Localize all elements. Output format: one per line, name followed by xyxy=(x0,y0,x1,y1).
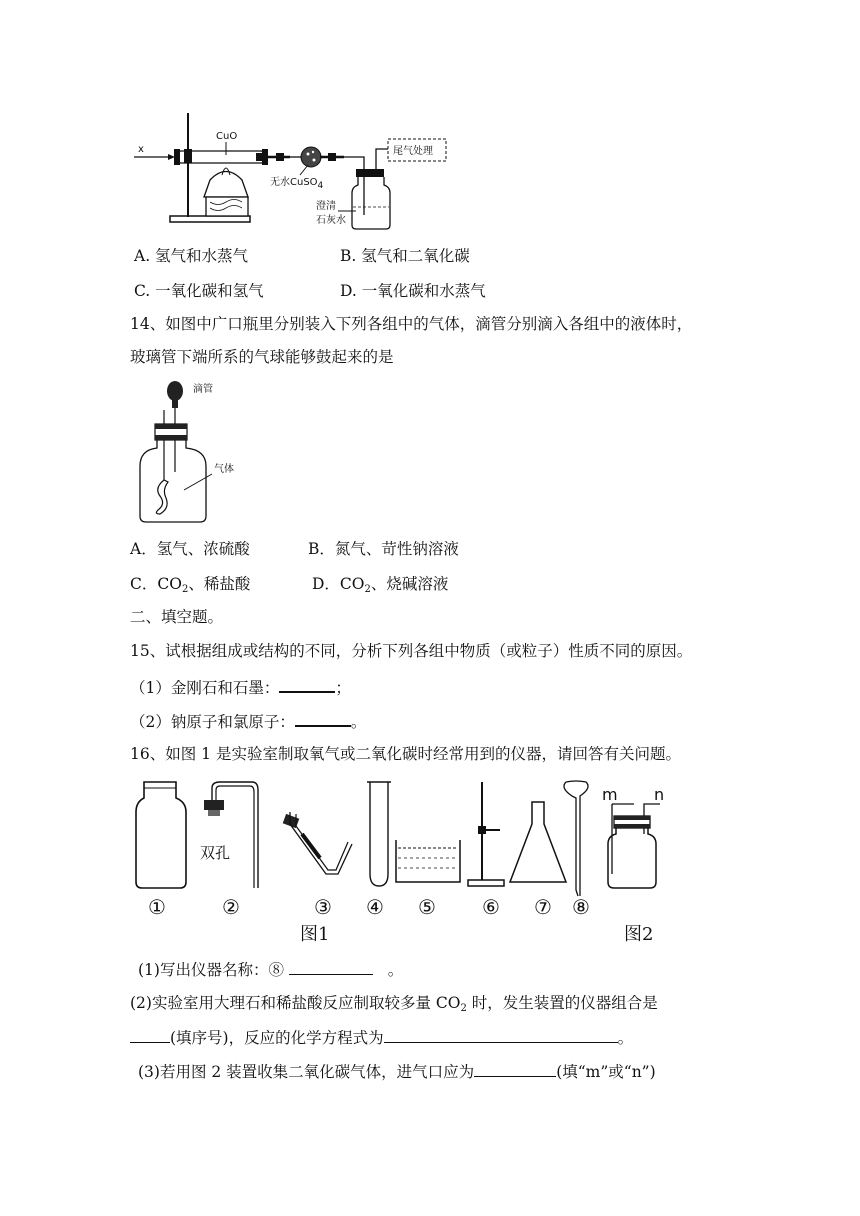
q14-bottle-diagram xyxy=(130,376,270,526)
q13-option-c: C. 一氧化碳和氢气 xyxy=(134,282,264,300)
q13-label-cuso4: 无水CuSO4 xyxy=(270,177,324,191)
q15-part2: （2）钠原子和氯原子： 。 xyxy=(130,709,366,733)
instrument-1-bottle xyxy=(136,782,186,888)
dropper-neck xyxy=(172,400,178,408)
instrument-number-8: ⑧ xyxy=(572,895,590,919)
instrument-4-test-tube xyxy=(370,782,388,886)
iron-stand-base xyxy=(170,216,250,222)
q13-label-limewater-1: 澄清 xyxy=(316,201,336,212)
q14-label-gas: 气体 xyxy=(214,464,234,475)
gas-pointer xyxy=(184,474,212,490)
q14-option-d: D．$CO_2$、烧碱溶液 xyxy=(312,575,449,595)
alcohol-burner xyxy=(204,172,248,198)
tube-joint-1 xyxy=(256,153,266,161)
arrow-head-icon xyxy=(168,154,175,160)
dropper-bulb xyxy=(167,381,183,401)
instrument-number-1: ① xyxy=(148,895,166,919)
q13-apparatus-diagram xyxy=(130,105,460,233)
q14-option-a: A．氢气、浓硫酸 xyxy=(130,540,250,558)
burner-stand-block xyxy=(206,197,248,216)
limewater-bottle xyxy=(352,177,390,229)
q16-part2-line1: (2)实验室用大理石和稀盐酸反应制取较多量 $CO_2$ 时，发生装置的仪器组合是 xyxy=(130,994,658,1014)
q13-label-x: x xyxy=(138,144,144,155)
instrument-2-stopper xyxy=(204,800,224,810)
q16-instruments-diagram xyxy=(130,778,670,946)
tube-joint-2 xyxy=(276,153,284,161)
instrument-number-5: ⑤ xyxy=(418,895,436,919)
delivery-tube xyxy=(344,157,364,215)
instrument-number-3: ③ xyxy=(314,895,332,919)
fig1-caption: 图1 xyxy=(300,924,330,945)
q16-part2-line2: (填序号)，反应的化学方程式为 。 xyxy=(130,1026,633,1049)
drying-bulb-cuso4 xyxy=(301,147,321,167)
instrument-7-conical-flask xyxy=(510,802,566,882)
q15-part1: （1）金刚石和石墨： ； xyxy=(130,675,351,699)
instrument-5-trough xyxy=(396,840,460,882)
stopper-left xyxy=(174,149,180,165)
instrument-8-funnel xyxy=(566,781,588,896)
section-title: 二、填空题。 xyxy=(130,608,224,626)
q14-option-b: B．氮气、苛性钠溶液 xyxy=(308,540,459,558)
q15-blank-1[interactable] xyxy=(279,675,335,693)
tube-joint-3 xyxy=(328,153,336,161)
instrument-3-tube xyxy=(290,812,352,874)
q14-stem-line2: 玻璃管下端所系的气球能够鼓起来的是 xyxy=(130,348,394,366)
q16-blank-3[interactable] xyxy=(384,1026,618,1043)
fig2-label-m: m xyxy=(602,785,618,804)
q16-blank-2[interactable] xyxy=(130,1026,170,1043)
fig2-label-n: n xyxy=(654,785,665,804)
wide-mouth-bottle xyxy=(140,440,206,522)
q13-label-limewater-2: 石灰水 xyxy=(316,215,346,226)
fig2-caption: 图2 xyxy=(624,924,654,945)
instrument-number-2: ② xyxy=(222,895,240,919)
instrument-2-label: 双孔 xyxy=(200,844,231,862)
cuso4-pointer xyxy=(300,165,308,175)
q14-label-dropper: 滴管 xyxy=(193,384,213,395)
q13-option-b: B. 氢气和二氧化碳 xyxy=(340,247,470,265)
q13-option-a: A. 氢气和水蒸气 xyxy=(134,247,249,265)
q13-label-cuo: CuO xyxy=(216,131,238,142)
instrument-2-delivery-tube xyxy=(212,782,258,888)
instrument-number-6: ⑥ xyxy=(482,895,500,919)
instrument-3-rubber xyxy=(302,834,320,858)
q14-stem-line1: 14、如图中广口瓶里分别装入下列各组中的气体，滴管分别滴入各组中的液体时， xyxy=(130,315,693,333)
instrument-number-7: ⑦ xyxy=(534,895,552,919)
q16-stem: 16、如图 1 是实验室制取氧气或二氧化碳时经常用到的仪器，请回答有关问题。 xyxy=(130,745,681,763)
q16-blank-4[interactable] xyxy=(474,1060,556,1077)
q15-blank-2[interactable] xyxy=(295,709,351,727)
q13-label-tail: 尾气处理 xyxy=(393,146,433,157)
instrument-number-4: ④ xyxy=(366,895,384,919)
fig2-gas-bottle xyxy=(608,828,656,888)
q13-option-d: D. 一氧化碳和水蒸气 xyxy=(340,282,486,300)
q16-blank-1[interactable] xyxy=(289,958,373,975)
q14-option-c: C．$CO_2$、稀盐酸 xyxy=(130,575,251,595)
balloon xyxy=(156,480,168,514)
q15-stem: 15、试根据组成或结构的不同，分析下列各组中物质（或粒子）性质不同的原因。 xyxy=(130,642,693,660)
q16-part3: (3)若用图 2 装置收集二氧化碳气体，进气口应为 (填“m”或“n”) xyxy=(138,1060,656,1083)
q16-part1: (1)写出仪器名称：⑧ 。 xyxy=(138,958,403,981)
bottle-stopper xyxy=(356,169,384,177)
